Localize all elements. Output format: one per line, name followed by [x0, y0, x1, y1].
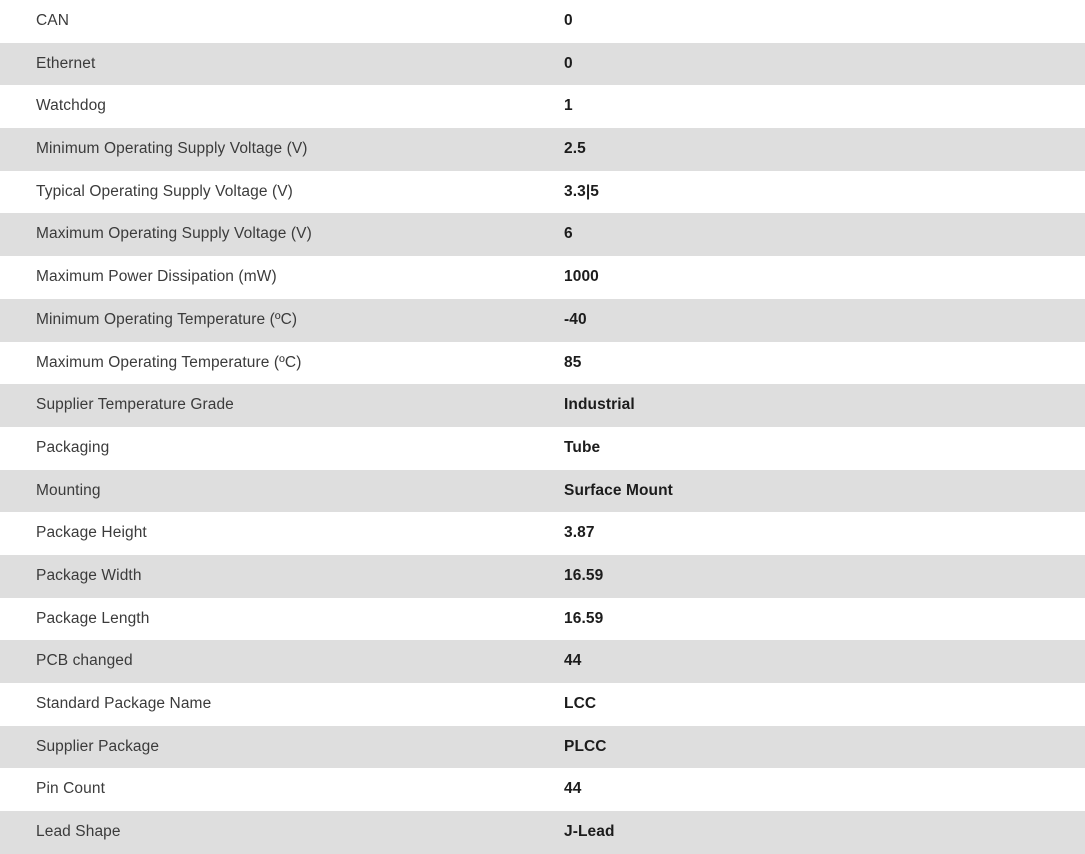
table-row	[0, 427, 1085, 470]
attribute-name-cell: PCB changed	[36, 652, 133, 670]
attribute-value-cell: 3.3|5	[564, 182, 600, 200]
table-row	[0, 512, 1085, 555]
attribute-value-cell: 1000	[564, 268, 599, 286]
table-row	[0, 256, 1085, 299]
attribute-name-cell: Package Height	[36, 524, 147, 542]
attribute-name-cell: Packaging	[36, 438, 110, 456]
table-row	[0, 598, 1085, 641]
attribute-name-cell: Minimum Operating Supply Voltage (V)	[36, 140, 308, 158]
attribute-value-cell: 44	[564, 780, 582, 798]
attribute-name-cell: Pin Count	[36, 780, 105, 798]
attribute-value-cell: J-Lead	[564, 823, 615, 841]
table-row	[0, 555, 1085, 598]
table-row	[0, 85, 1085, 128]
attribute-value-cell: 6	[564, 225, 573, 243]
attribute-name-cell: Maximum Operating Temperature (ºC)	[36, 353, 302, 371]
attribute-name-cell: Supplier Package	[36, 737, 160, 755]
attribute-name-cell: Maximum Power Dissipation (mW)	[36, 268, 277, 286]
attribute-value-cell: Tube	[564, 438, 601, 456]
attribute-value-cell: 3.87	[564, 524, 595, 542]
attribute-name-cell: Standard Package Name	[36, 695, 212, 713]
attribute-name-cell: Watchdog	[36, 97, 107, 115]
attribute-name-cell: Supplier Temperature Grade	[36, 396, 234, 414]
attribute-name-cell: Package Length	[36, 609, 150, 627]
attribute-value-cell: 16.59	[564, 566, 604, 584]
table-row	[0, 128, 1085, 171]
table-row	[0, 726, 1085, 769]
table-row	[0, 384, 1085, 427]
table-row	[0, 683, 1085, 726]
table-row	[0, 171, 1085, 214]
attribute-value-cell: 0	[564, 54, 573, 72]
attribute-name-cell: Maximum Operating Supply Voltage (V)	[36, 225, 312, 243]
table-row	[0, 342, 1085, 385]
attribute-value-cell: 16.59	[564, 609, 604, 627]
table-row	[0, 811, 1085, 854]
attribute-name-cell: Package Width	[36, 566, 142, 584]
table-row	[0, 640, 1085, 683]
attribute-name-cell: Mounting	[36, 481, 101, 499]
attribute-value-cell: 0	[564, 12, 573, 30]
attribute-name-cell: CAN	[36, 12, 70, 30]
attribute-value-cell: 44	[564, 652, 582, 670]
attribute-value-cell: Surface Mount	[564, 481, 673, 499]
attribute-value-cell: Industrial	[564, 396, 635, 414]
table-row	[0, 0, 1085, 43]
attribute-value-cell: PLCC	[564, 737, 607, 755]
attribute-name-cell: Ethernet	[36, 54, 96, 72]
attribute-name-cell: Lead Shape	[36, 823, 121, 841]
table-row	[0, 768, 1085, 811]
attribute-value-cell: -40	[564, 310, 587, 328]
attribute-value-cell: 1	[564, 97, 573, 115]
table-row	[0, 470, 1085, 513]
attribute-value-cell: 2.5	[564, 140, 586, 158]
attribute-name-cell: Typical Operating Supply Voltage (V)	[36, 182, 293, 200]
table-row	[0, 299, 1085, 342]
attribute-value-cell: LCC	[564, 695, 597, 713]
table-row	[0, 43, 1085, 86]
attribute-name-cell: Minimum Operating Temperature (ºC)	[36, 310, 298, 328]
attribute-value-cell: 85	[564, 353, 582, 371]
table-row	[0, 213, 1085, 256]
